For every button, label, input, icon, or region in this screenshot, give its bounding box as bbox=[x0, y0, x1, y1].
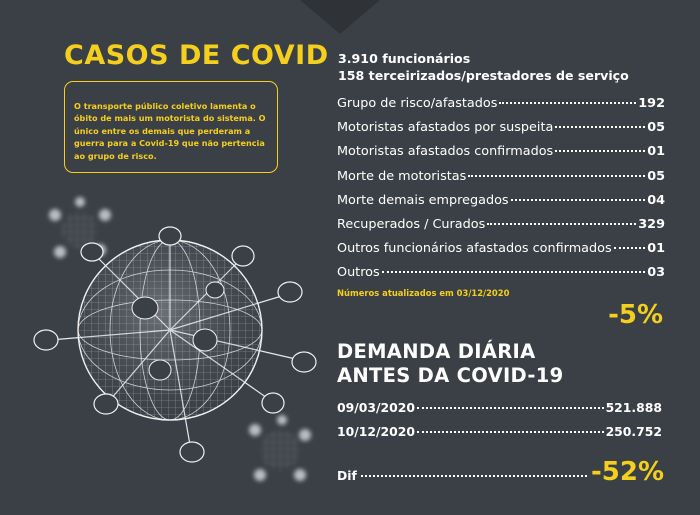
stat-value: 03 bbox=[647, 265, 665, 281]
staff-counts bbox=[338, 50, 629, 84]
stat-value: 01 bbox=[647, 241, 665, 257]
page-title: CASOS DE COVID bbox=[64, 40, 329, 71]
stat-row bbox=[337, 193, 665, 217]
dot-leader bbox=[499, 102, 636, 104]
stat-value: 329 bbox=[638, 216, 665, 232]
demand-row bbox=[337, 424, 662, 448]
dot-leader bbox=[555, 150, 645, 152]
stat-row bbox=[337, 96, 665, 120]
stat-row bbox=[337, 169, 665, 193]
stat-value: 192 bbox=[638, 96, 665, 111]
demand-title-line1: DEMANDA DIÁRIA bbox=[337, 340, 536, 363]
stat-row bbox=[337, 265, 665, 289]
stat-label: Motoristas afastados por suspeita bbox=[337, 120, 554, 136]
dot-leader bbox=[417, 407, 604, 409]
stat-value: 05 bbox=[647, 120, 665, 136]
dot-leader bbox=[487, 223, 636, 225]
contractors-count: 158 terceirizados/prestadores de serviço bbox=[338, 68, 629, 83]
demand-title-line2: ANTES DA COVID-19 bbox=[337, 364, 564, 387]
dot-leader bbox=[468, 175, 645, 177]
updated-note: Números atualizados em 03/12/2020 bbox=[337, 288, 510, 298]
dot-leader bbox=[555, 126, 645, 128]
dif-value: -52% bbox=[590, 457, 664, 487]
stat-label: Morte de motoristas bbox=[337, 168, 467, 184]
dot-leader bbox=[511, 199, 646, 201]
note-box bbox=[64, 81, 278, 173]
demand-date: 09/03/2020 bbox=[337, 400, 416, 415]
stat-row bbox=[337, 144, 665, 168]
note-text: O transporte público coletivo lamenta o óbito de mais um motorista do sistema. O único entre os demais que perderam a guerra para a Covid-19 que não pertencia ao grupo de risco. bbox=[74, 101, 266, 161]
stat-label: Motoristas afastados confirmados bbox=[337, 144, 554, 160]
stat-label: Outros funcionários afastados confirmados bbox=[337, 241, 612, 257]
dot-leader bbox=[614, 247, 646, 249]
stats-list bbox=[337, 96, 665, 290]
employees-count: 3.910 funcionários bbox=[338, 51, 471, 66]
stat-label: Morte demais empregados bbox=[337, 192, 509, 208]
demand-row bbox=[337, 400, 662, 424]
stat-value: 05 bbox=[647, 168, 665, 184]
stat-row bbox=[337, 120, 665, 144]
stat-row bbox=[337, 241, 665, 265]
stat-row bbox=[337, 217, 665, 241]
change-percent: -5% bbox=[608, 300, 663, 330]
top-notch bbox=[300, 0, 380, 34]
dot-leader bbox=[417, 431, 604, 433]
demand-value: 250.752 bbox=[605, 424, 662, 439]
stat-value: 04 bbox=[647, 192, 665, 208]
dot-leader bbox=[361, 475, 587, 477]
demand-title bbox=[337, 340, 564, 388]
virus-icon bbox=[0, 190, 330, 515]
demand-value: 521.888 bbox=[605, 400, 662, 415]
difference-row bbox=[337, 457, 664, 487]
stat-label: Grupo de risco/afastados bbox=[337, 96, 498, 111]
stat-label: Recuperados / Curados bbox=[337, 216, 486, 232]
demand-list bbox=[337, 400, 662, 448]
dif-label: Dif bbox=[337, 468, 357, 483]
demand-date: 10/12/2020 bbox=[337, 424, 416, 439]
stat-label: Outros bbox=[337, 265, 380, 281]
dot-leader bbox=[382, 271, 646, 273]
stat-value: 01 bbox=[647, 144, 665, 160]
